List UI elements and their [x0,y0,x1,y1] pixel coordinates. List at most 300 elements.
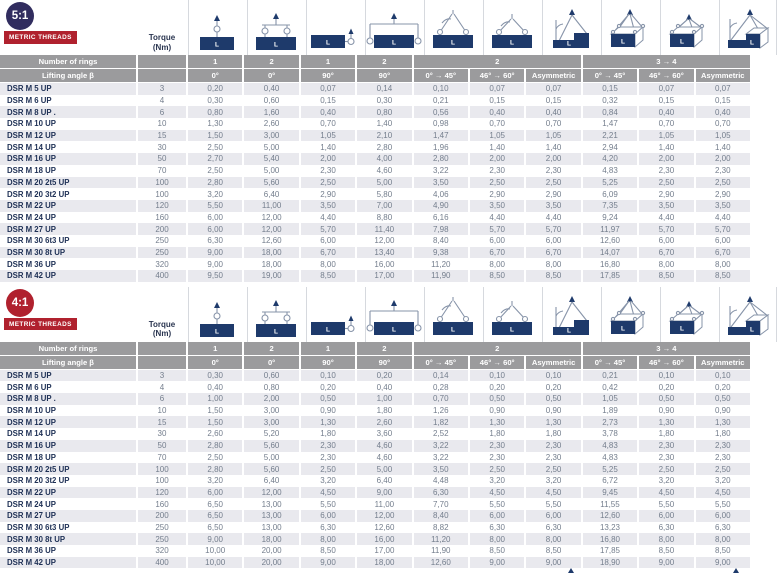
capacity-value: 0,50 [301,393,355,405]
capacity-value: 1,05 [470,130,524,142]
capacity-value: 3,22 [414,452,468,464]
torque-value: 400 [138,270,186,282]
torque-header: Torque (Nm) [148,319,176,339]
capacity-value: 5,50 [526,498,580,510]
capacity-value: 2,90 [470,188,524,200]
row-label: DSR M 30 6t3 UP [0,522,136,534]
capacity-value: 6,00 [639,235,693,247]
capacity-value: 0,20 [696,381,750,393]
capacity-value: 4,83 [583,440,637,452]
capacity-value: 1,00 [357,393,411,405]
capacity-value: 13,23 [583,522,637,534]
capacity-value: 2,50 [696,463,750,475]
row-label: DSR M 24 UP [0,498,136,510]
rings-value: 1 [301,55,355,68]
capacity-value: 1,80 [301,428,355,440]
capacity-value: 0,84 [583,106,637,118]
capacity-value: 0,10 [414,83,468,95]
angle-row-label: Lifting angle β [0,356,136,369]
row-label: DSR M 20 3t2 UP [0,188,136,200]
row-label: DSR M 36 UP [0,545,136,557]
cropped-next-section-arrow-icon [733,568,739,573]
capacity-value: 5,60 [244,440,298,452]
rings-row-label: Number of rings [0,342,136,355]
torque-value: 10 [138,118,186,130]
capacity-value: 2,60 [188,428,242,440]
capacity-value: 0,40 [639,106,693,118]
capacity-value: 8,82 [414,522,468,534]
ratio-badge: 4:1 [6,289,34,317]
capacity-value: 0,20 [188,83,242,95]
rings-value: 2 [357,55,411,68]
table-row [0,95,750,107]
angle-value: 90° [357,356,411,369]
row-label: DSR M 42 UP [0,270,136,282]
capacity-value: 3,60 [357,428,411,440]
torque-value: 30 [138,141,186,153]
svg-text:L: L [510,39,514,47]
capacity-value: 6,00 [526,510,580,522]
capacity-value: 2,80 [188,440,242,452]
capacity-value: 9,50 [188,270,242,282]
angle-value: 0° → 45° [583,69,637,82]
capacity-value: 9,00 [188,258,242,270]
torque-value: 100 [138,463,186,475]
icon-header-row [0,287,754,342]
capacity-value: 1,30 [470,416,524,428]
thread-type-label: METRIC THREADS [4,31,77,44]
capacity-value: 1,80 [357,405,411,417]
sling-2-rings-spreader-icon [247,0,304,55]
table-row [0,405,750,417]
capacity-value: 6,70 [470,247,524,259]
capacity-value: 4,40 [470,212,524,224]
capacity-value: 0,21 [583,370,637,382]
angle-value: 46° → 60° [639,356,693,369]
svg-text:L: L [510,326,514,334]
capacity-value: 8,50 [301,545,355,557]
capacity-value: 0,70 [526,118,580,130]
capacity-value: 2,50 [188,452,242,464]
capacity-value: 13,40 [357,247,411,259]
table-row [0,381,750,393]
angle-value: 0° [244,69,298,82]
capacity-value: 0,15 [696,95,750,107]
capacity-value: 5,70 [639,223,693,235]
torque-value: 10 [138,405,186,417]
capacity-value: 6,00 [470,510,524,522]
rings-value: 1 [188,55,242,68]
capacity-value: 8,00 [639,533,693,545]
capacity-value: 5,40 [244,153,298,165]
capacity-value: 6,40 [357,475,411,487]
capacity-value: 8,00 [526,258,580,270]
capacity-value: 2,30 [639,165,693,177]
svg-text:L: L [392,39,396,47]
angle-value: 46° → 60° [470,356,524,369]
capacity-value: 5,20 [244,428,298,440]
capacity-value: 2,80 [414,153,468,165]
capacity-value: 1,30 [526,416,580,428]
capacity-value: 11,90 [414,545,468,557]
torque-value: 3 [138,370,186,382]
capacity-value: 1,50 [188,405,242,417]
capacity-value: 1,80 [470,428,524,440]
row-label: DSR M 10 UP [0,118,136,130]
capacity-value: 0,14 [357,83,411,95]
capacity-value: 6,72 [583,475,637,487]
table-5-1 [0,0,754,282]
capacity-value: 4,40 [639,212,693,224]
capacity-value: 1,40 [470,141,524,153]
capacity-value: 16,00 [357,258,411,270]
capacity-value: 3,20 [470,475,524,487]
capacity-value: 4,50 [526,487,580,499]
capacity-value: 1,30 [188,118,242,130]
capacity-value: 2,00 [696,153,750,165]
capacity-value: 0,50 [526,393,580,405]
svg-text:L: L [326,326,330,334]
torque-value: 15 [138,416,186,428]
capacity-value: 5,80 [357,188,411,200]
svg-text:L: L [567,327,571,335]
svg-text:L: L [621,325,625,333]
angle-value: 0° → 45° [583,356,637,369]
capacity-value: 14,07 [583,247,637,259]
capacity-value: 0,20 [470,381,524,393]
capacity-value: 0,30 [357,95,411,107]
capacity-value: 2,60 [244,118,298,130]
capacity-value: 9,00 [188,533,242,545]
capacity-value: 2,50 [470,177,524,189]
capacity-value: 11,40 [357,223,411,235]
capacity-value: 3,20 [301,475,355,487]
capacity-value: 0,15 [583,83,637,95]
capacity-value: 4,60 [357,165,411,177]
capacity-value: 0,15 [470,95,524,107]
capacity-value: 6,30 [414,487,468,499]
capacity-value: 12,60 [244,235,298,247]
capacity-value: 19,00 [244,270,298,282]
capacity-value: 5,70 [696,223,750,235]
sling-2-legs-46-60-icon [483,287,540,342]
capacity-value: 0,70 [639,118,693,130]
lifting-angle-bar [0,69,750,82]
capacity-value: 2,00 [244,393,298,405]
capacity-value: 6,40 [244,475,298,487]
badge-cell [0,0,136,55]
table-row [0,153,750,165]
capacity-value: 3,20 [526,475,580,487]
capacity-value: 0,90 [696,405,750,417]
row-label: DSR M 8 UP . [0,393,136,405]
capacity-value: 6,50 [188,522,242,534]
table-row [0,235,750,247]
capacity-value: 6,50 [188,498,242,510]
capacity-value: 4,50 [470,487,524,499]
capacity-value: 8,00 [301,533,355,545]
capacity-value: 3,50 [526,200,580,212]
capacity-value: 6,00 [301,235,355,247]
capacity-value: 2,80 [188,177,242,189]
capacity-value: 8,50 [301,270,355,282]
torque-value: 200 [138,510,186,522]
capacity-value: 2,30 [696,165,750,177]
capacity-value: 2,30 [301,440,355,452]
capacity-value: 11,90 [414,270,468,282]
rings-value: 2 [414,342,581,355]
capacity-value: 11,20 [414,533,468,545]
capacity-value: 5,50 [470,498,524,510]
capacity-value: 8,00 [526,533,580,545]
lifting-angle-bar [0,356,750,369]
capacity-value: 0,40 [357,381,411,393]
capacity-value: 6,30 [696,522,750,534]
row-label: DSR M 8 UP . [0,106,136,118]
table-row [0,200,750,212]
capacity-value: 6,70 [301,247,355,259]
torque-value: 320 [138,545,186,557]
capacity-value: 6,30 [526,522,580,534]
capacity-value: 1,40 [357,118,411,130]
capacity-value: 17,85 [583,270,637,282]
capacity-value: 0,10 [301,370,355,382]
capacity-value: 1,40 [696,141,750,153]
capacity-value: 8,50 [470,270,524,282]
capacity-value: 1,26 [414,405,468,417]
capacity-value: 0,70 [414,393,468,405]
row-label: DSR M 20 2t5 UP [0,463,136,475]
row-label: DSR M 30 8t UP [0,247,136,259]
capacity-value: 0,50 [639,393,693,405]
capacity-value: 0,32 [583,95,637,107]
capacity-value: 0,21 [414,95,468,107]
capacity-value: 8,80 [357,212,411,224]
capacity-value: 0,80 [244,381,298,393]
angle-value: Asymmetric [526,356,580,369]
capacity-value: 2,50 [301,177,355,189]
capacity-value: 2,21 [583,130,637,142]
capacity-value: 11,20 [414,258,468,270]
capacity-value: 0,40 [244,83,298,95]
svg-text:L: L [451,39,455,47]
sling-1-ring-90deg-icon [306,0,363,55]
capacity-value: 2,00 [639,153,693,165]
capacity-value: 18,00 [357,557,411,569]
capacity-value: 3,50 [414,463,468,475]
torque-value: 320 [138,258,186,270]
capacity-value: 1,47 [414,130,468,142]
capacity-value: 0,70 [301,118,355,130]
capacity-value: 9,45 [583,487,637,499]
capacity-value: 1,30 [696,416,750,428]
capacity-value: 6,30 [301,522,355,534]
torque-value: 120 [138,200,186,212]
capacity-value: 2,73 [583,416,637,428]
rings-value: 2 [244,55,298,68]
capacity-value: 8,00 [470,258,524,270]
capacity-value: 6,40 [244,188,298,200]
sling-2-legs-asymmetric-icon [542,0,599,55]
capacity-value: 9,00 [470,557,524,569]
capacity-value: 0,30 [188,95,242,107]
capacity-value: 3,50 [696,200,750,212]
torque-value: 100 [138,188,186,200]
rings-value: 3 → 4 [583,342,750,355]
capacity-value: 8,40 [414,510,468,522]
number-of-rings-bar [0,342,750,355]
capacity-value: 2,30 [639,440,693,452]
capacity-value: 9,00 [526,557,580,569]
capacity-value: 13,00 [244,522,298,534]
capacity-value: 6,00 [301,510,355,522]
row-label: DSR M 20 3t2 UP [0,475,136,487]
capacity-value: 13,00 [244,510,298,522]
capacity-value: 3,00 [244,130,298,142]
ratio-badge: 5:1 [6,2,34,30]
capacity-value: 5,50 [696,498,750,510]
capacity-value: 6,00 [188,212,242,224]
capacity-value: 0,10 [526,370,580,382]
row-label: DSR M 27 UP [0,223,136,235]
row-label: DSR M 6 UP [0,381,136,393]
capacity-value: 17,00 [357,270,411,282]
capacity-value: 3,20 [696,475,750,487]
capacity-value: 1,05 [696,130,750,142]
capacity-value: 2,50 [188,165,242,177]
capacity-value: 12,00 [357,235,411,247]
capacity-value: 8,00 [470,533,524,545]
capacity-value: 5,70 [526,223,580,235]
sling-2-rings-spreader-icon [247,287,304,342]
capacity-value: 8,50 [639,270,693,282]
capacity-value: 4,50 [696,487,750,499]
capacity-value: 2,90 [526,188,580,200]
capacity-value: 0,15 [301,95,355,107]
capacity-value: 0,60 [244,95,298,107]
capacity-value: 18,00 [244,258,298,270]
capacity-value: 4,40 [301,212,355,224]
torque-value: 160 [138,212,186,224]
capacity-value: 0,90 [639,405,693,417]
capacity-value: 3,20 [188,188,242,200]
capacity-value: 5,50 [188,200,242,212]
capacity-value: 2,50 [301,463,355,475]
torque-value: 50 [138,440,186,452]
capacity-value: 0,98 [414,118,468,130]
capacity-value: 2,50 [639,463,693,475]
capacity-value: 2,50 [188,141,242,153]
capacity-value: 0,70 [470,118,524,130]
capacity-value: 5,00 [357,463,411,475]
sling-2-rings-90deg-icon [365,0,422,55]
capacity-value: 17,85 [583,545,637,557]
capacity-value: 4,50 [301,487,355,499]
sling-1-ring-90deg-icon [306,287,363,342]
capacity-value: 4,48 [414,475,468,487]
table-row [0,212,750,224]
capacity-value: 0,07 [526,83,580,95]
capacity-value: 4,00 [357,153,411,165]
capacity-value: 1,40 [301,141,355,153]
capacity-value: 6,00 [696,510,750,522]
capacity-value: 6,00 [188,223,242,235]
capacity-value: 3,00 [244,405,298,417]
capacity-value: 1,30 [639,416,693,428]
capacity-value: 0,80 [357,106,411,118]
table-row [0,463,750,475]
capacity-value: 5,00 [244,165,298,177]
svg-text:L: L [392,326,396,334]
capacity-value: 9,38 [414,247,468,259]
capacity-value: 5,00 [357,177,411,189]
capacity-value: 5,25 [583,177,637,189]
capacity-value: 2,00 [526,153,580,165]
capacity-value: 0,40 [696,106,750,118]
angle-value: 0° [188,69,242,82]
capacity-value: 8,50 [526,270,580,282]
capacity-value: 0,07 [470,83,524,95]
capacity-value: 8,50 [696,270,750,282]
row-label: DSR M 36 UP [0,258,136,270]
capacity-value: 0,20 [639,381,693,393]
capacity-value: 2,30 [526,165,580,177]
row-label: DSR M 22 UP [0,200,136,212]
capacity-value: 7,00 [357,200,411,212]
rings-value: 3 → 4 [583,55,750,68]
rings-value: 1 [301,342,355,355]
capacity-value: 1,80 [639,428,693,440]
capacity-value: 1,50 [188,416,242,428]
capacity-value: 4,40 [526,212,580,224]
row-label: DSR M 27 UP [0,510,136,522]
capacity-value: 1,80 [696,428,750,440]
angle-value: Asymmetric [526,69,580,82]
svg-text:L: L [750,39,754,47]
capacity-value: 6,00 [639,510,693,522]
capacity-value: 9,00 [357,487,411,499]
sling-3-4-legs-0-45-icon [601,287,658,342]
capacity-value: 4,06 [414,188,468,200]
capacity-value: 0,10 [470,370,524,382]
angle-value: 90° [357,69,411,82]
torque-value: 15 [138,130,186,142]
torque-value: 400 [138,557,186,569]
capacity-value: 8,50 [696,545,750,557]
row-label: DSR M 30 6t3 UP [0,235,136,247]
capacity-value: 2,90 [301,188,355,200]
svg-text:L: L [451,326,455,334]
torque-value: 250 [138,247,186,259]
row-label: DSR M 18 UP [0,165,136,177]
row-label: DSR M 10 UP [0,405,136,417]
cropped-next-section-arrow-icon [568,568,574,573]
capacity-value: 16,80 [583,258,637,270]
capacity-value: 2,50 [526,463,580,475]
capacity-value: 6,00 [470,235,524,247]
sling-3-4-legs-46-60-icon [660,287,717,342]
row-label: DSR M 18 UP [0,452,136,464]
capacity-value: 8,00 [639,258,693,270]
capacity-value: 6,16 [414,212,468,224]
capacity-value: 8,00 [696,533,750,545]
capacity-value: 0,50 [696,393,750,405]
row-label: DSR M 6 UP [0,95,136,107]
svg-text:L: L [567,40,571,48]
angle-row-label: Lifting angle β [0,69,136,82]
table-body [0,83,750,282]
capacity-value: 3,00 [244,416,298,428]
